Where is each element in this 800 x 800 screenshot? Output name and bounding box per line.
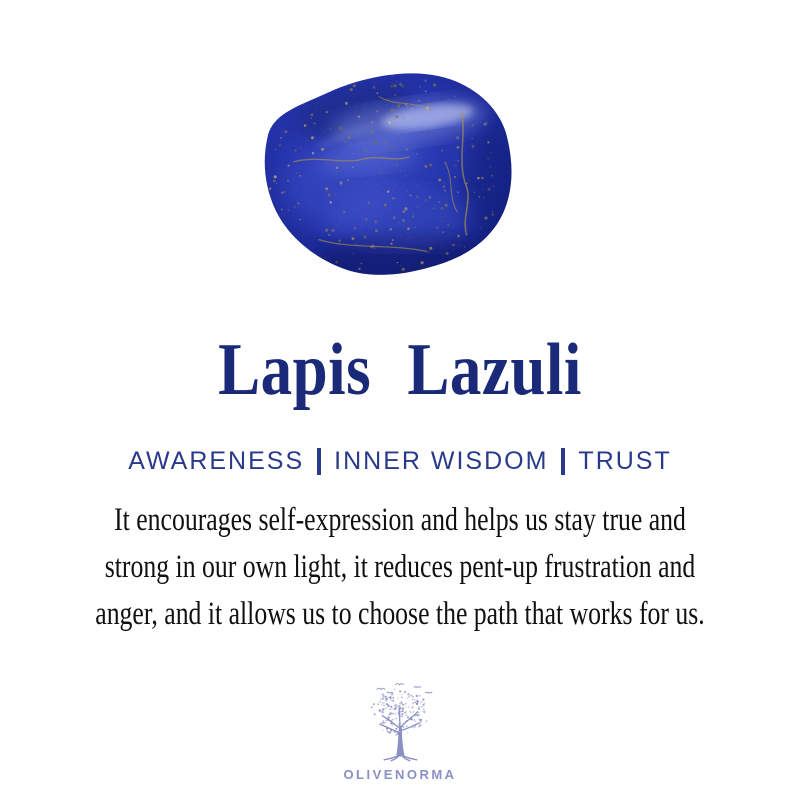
tree-with-birds-icon xyxy=(354,682,446,764)
description-line: anger, and it allows us to choose the path that works for us. xyxy=(95,596,705,632)
stone-svg xyxy=(258,66,516,284)
lapis-lazuli-stone-image xyxy=(258,66,516,284)
description xyxy=(0,497,800,638)
tree-roots xyxy=(384,757,417,761)
separator-bar xyxy=(317,448,321,475)
description-line: strong in our own light, it reduces pent-up frustration and xyxy=(104,549,696,585)
separator-bar xyxy=(561,448,565,475)
brand-logo xyxy=(0,682,800,782)
title-row xyxy=(0,320,800,420)
trait-awareness: AWARENESS xyxy=(128,446,305,475)
page-title: Lapis Lazuli xyxy=(218,327,582,411)
traits-row xyxy=(0,444,800,478)
trait-inner-wisdom: INNER WISDOM xyxy=(334,446,549,475)
trait-trust: TRUST xyxy=(578,446,672,475)
brand-name: OLIVENORMA xyxy=(343,767,457,782)
description-line: It encourages self-expression and helps us stay true and xyxy=(114,502,686,538)
